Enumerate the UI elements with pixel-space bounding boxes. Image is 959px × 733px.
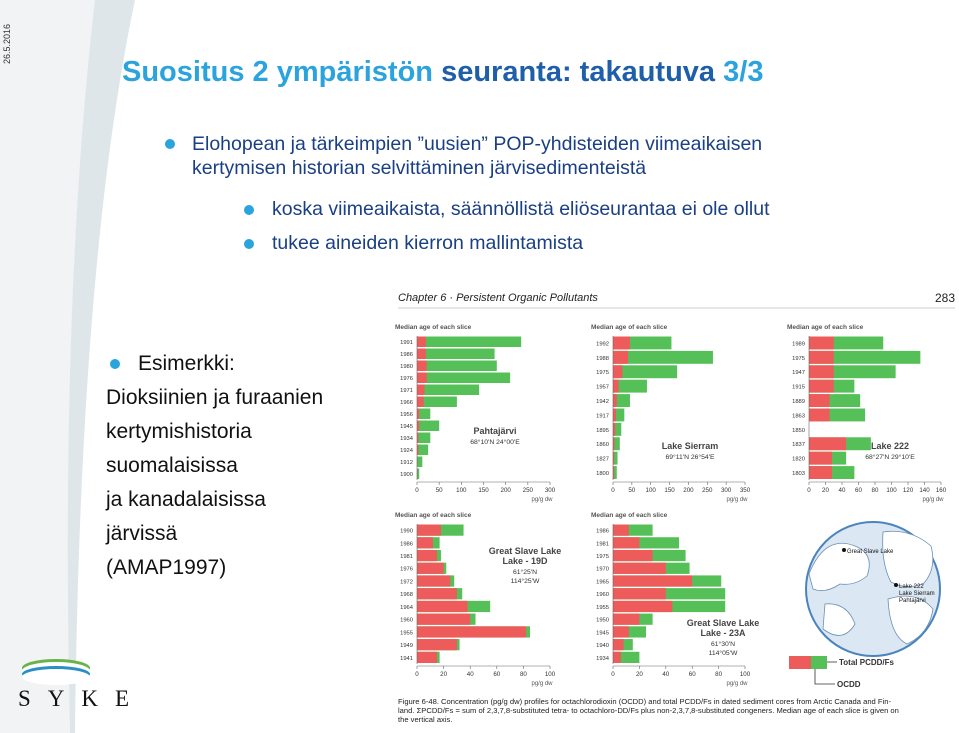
total-pcdd-bar <box>417 433 430 444</box>
age-tick-label: 1976 <box>400 376 413 383</box>
ocdd-bar <box>613 423 615 436</box>
age-axis-label: Median age of each slice <box>591 324 668 331</box>
age-tick-label: 1989 <box>792 341 805 348</box>
age-tick-label: 1924 <box>400 448 413 455</box>
ocdd-bar <box>613 563 666 574</box>
legend-ocdd-label: OCDD <box>837 680 861 689</box>
ocdd-bar <box>417 537 433 548</box>
x-tick-label: 150 <box>664 487 675 494</box>
x-tick-label: 0 <box>415 487 419 494</box>
age-tick-label: 1803 <box>792 471 805 477</box>
ocdd-bar <box>613 575 692 586</box>
age-tick-label: 1990 <box>400 528 413 535</box>
age-tick-label: 1917 <box>596 413 609 420</box>
arctic-map <box>806 522 940 656</box>
chart-coords: 114°05'W <box>708 650 738 657</box>
chart-title: Lake 222 <box>870 441 910 451</box>
total-pcdd-bar <box>417 373 510 384</box>
ocdd-bar <box>417 550 437 561</box>
age-tick-label: 1827 <box>596 456 609 463</box>
age-tick-label: 1975 <box>596 554 609 561</box>
ocdd-bar <box>809 452 832 465</box>
age-tick-label: 1837 <box>792 442 805 449</box>
age-tick-label: 1895 <box>596 427 609 434</box>
ocdd-bar <box>613 380 619 393</box>
age-axis-label: Median age of each slice <box>591 512 668 519</box>
ocdd-bar <box>809 437 846 450</box>
x-tick-label: 40 <box>662 671 670 678</box>
slide-date: 26.5.2016 <box>2 23 12 64</box>
map-label-pahtajarvi: Pahtajärvi <box>899 598 926 604</box>
x-tick-label: 350 <box>739 487 751 494</box>
page-title <box>122 56 763 89</box>
chart-title: Great Slave Lake <box>488 546 562 556</box>
chart-coords: 61°30'N <box>710 641 736 648</box>
title-part-3: 3/3 <box>723 56 764 88</box>
ocdd-bar <box>417 588 457 599</box>
ocdd-bar <box>417 563 444 574</box>
chart-coords: 68°10'N 24°00'E <box>470 439 520 446</box>
ocdd-bar <box>613 537 639 548</box>
age-tick-label: 1942 <box>596 399 609 405</box>
title-part-1: Suositus 2 ympäristön <box>122 56 434 88</box>
age-axis-label: Median age of each slice <box>395 512 472 519</box>
syke-logo <box>16 648 96 688</box>
x-axis-unit-label: pg/g dw <box>531 497 553 503</box>
age-tick-label: 1941 <box>400 655 413 662</box>
age-tick-label: 1955 <box>596 604 609 611</box>
x-tick-label: 80 <box>519 671 527 678</box>
x-tick-label: 60 <box>493 671 501 678</box>
age-tick-label: 1949 <box>400 643 413 650</box>
age-tick-label: 1912 <box>400 460 413 467</box>
figure-page-number: 283 <box>935 291 956 305</box>
ocdd-bar <box>809 351 834 364</box>
chart-title: Pahtajärvi <box>473 426 517 436</box>
figure-caption-line-2: land. ΣPCDD/Fs = sum of 2,3,7,8-substituted tetra- to octachloro-DD/Fs plus non-2,3,7,8-substituted congeners. Median age of each slice is given on <box>398 706 899 715</box>
chart-title: Great Slave Lake <box>686 618 760 628</box>
x-tick-label: 0 <box>611 487 615 494</box>
legend-total-label: Total PCDD/Fs <box>839 658 894 667</box>
x-tick-label: 50 <box>435 487 443 494</box>
age-tick-label: 1934 <box>596 655 609 662</box>
age-tick-label: 1980 <box>400 364 413 371</box>
sub-bullet-dot-icon <box>244 205 254 215</box>
x-tick-label: 150 <box>478 487 489 494</box>
age-tick-label: 1960 <box>400 617 413 624</box>
x-tick-label: 60 <box>688 671 696 678</box>
age-tick-label: 1965 <box>596 579 609 586</box>
total-pcdd-bar <box>417 457 422 468</box>
age-tick-label: 1968 <box>400 592 413 599</box>
x-tick-label: 40 <box>466 671 474 678</box>
example-line-1: Dioksiinien ja furaanien <box>106 386 324 409</box>
ocdd-bar <box>417 373 427 384</box>
map-label-lake222: Lake 222 <box>899 584 924 590</box>
sub-bullet-dot-icon <box>244 239 254 249</box>
figure-caption-line-1: Figure 6-48. Concentration (pg/g dw) profiles for octachlorodioxin (OCDD) and total PCDD/Fs in dated sediment cores from Arctic Canada and Fin- <box>398 697 891 706</box>
ocdd-bar <box>613 365 622 378</box>
age-tick-label: 1960 <box>596 592 609 599</box>
age-tick-label: 1863 <box>792 413 805 420</box>
x-tick-label: 100 <box>544 671 556 678</box>
ocdd-bar <box>417 652 437 663</box>
title-part-2: seuranta: takautuva <box>441 56 716 88</box>
age-tick-label: 1955 <box>400 630 413 637</box>
age-tick-label: 1915 <box>792 384 805 391</box>
age-tick-label: 1988 <box>596 355 609 362</box>
x-tick-label: 250 <box>702 487 713 494</box>
chart-coords: 61°25'N <box>512 569 538 576</box>
ocdd-bar <box>809 466 832 479</box>
x-tick-label: 160 <box>935 487 947 494</box>
ocdd-bar <box>613 626 629 637</box>
ocdd-bar <box>417 361 427 372</box>
x-axis-unit-label: pg/g dw <box>922 497 944 503</box>
chart-title-suffix: Lake - 23A <box>700 628 746 638</box>
ocdd-bar <box>417 349 426 360</box>
x-tick-label: 120 <box>902 487 914 494</box>
x-tick-label: 100 <box>739 671 751 678</box>
map-label-sierram: Lake Sierram <box>899 591 935 597</box>
age-tick-label: 1860 <box>596 442 609 449</box>
ocdd-bar <box>613 351 628 364</box>
age-tick-label: 1947 <box>792 370 805 377</box>
age-tick-label: 1957 <box>596 384 609 391</box>
chart-title: Lake Sierram <box>661 441 719 451</box>
map-site-dot <box>842 548 846 552</box>
age-tick-label: 1981 <box>400 554 413 561</box>
main-bullet-line-1: Elohopean ja tärkeimpien ”uusien” POP-yhdisteiden viimeaikaisen <box>192 133 763 155</box>
ocdd-bar <box>613 550 653 561</box>
total-pcdd-bar <box>613 365 677 378</box>
ocdd-bar <box>417 614 470 625</box>
age-tick-label: 1820 <box>792 456 805 463</box>
ocdd-bar <box>417 385 425 396</box>
chart-coords: 114°25'W <box>510 578 540 585</box>
example-label: Esimerkki: <box>138 352 235 375</box>
ocdd-bar <box>417 337 426 348</box>
age-tick-label: 1986 <box>400 352 413 359</box>
ocdd-bar <box>613 652 621 663</box>
total-pcdd-bar <box>417 385 479 396</box>
legend-total-swatch <box>811 656 827 669</box>
ocdd-bar <box>613 337 630 350</box>
chart-coords: 69°11'N 26°54'E <box>665 454 715 461</box>
ocdd-bar <box>417 639 457 650</box>
legend-ocdd-swatch <box>789 656 811 669</box>
x-tick-label: 300 <box>720 487 732 494</box>
ocdd-bar <box>417 626 526 637</box>
x-tick-label: 100 <box>456 487 467 494</box>
x-axis-unit-label: pg/g dw <box>531 681 553 687</box>
x-tick-label: 80 <box>715 671 723 678</box>
x-tick-label: 60 <box>855 487 862 494</box>
ocdd-bar <box>613 525 629 536</box>
x-tick-label: 80 <box>871 487 879 494</box>
dioxin-figure <box>385 284 959 733</box>
age-tick-label: 1945 <box>400 424 413 431</box>
main-bullet <box>192 132 762 180</box>
age-tick-label: 1964 <box>400 604 413 611</box>
age-tick-label: 1975 <box>792 355 805 362</box>
figure-header: Chapter 6 · Persistent Organic Pollutants <box>398 292 598 304</box>
ocdd-bar <box>417 397 424 408</box>
ocdd-bar <box>417 575 450 586</box>
ocdd-bar <box>809 394 830 407</box>
age-tick-label: 1950 <box>596 617 609 624</box>
total-pcdd-bar <box>417 337 521 348</box>
x-tick-label: 0 <box>611 671 615 678</box>
x-tick-label: 20 <box>440 671 448 678</box>
chart-coords: 68°27'N 29°10'E <box>865 454 915 461</box>
age-tick-label: 1986 <box>596 528 609 535</box>
age-tick-label: 1981 <box>596 541 609 548</box>
x-tick-label: 200 <box>500 487 511 494</box>
ocdd-bar <box>809 365 834 378</box>
ocdd-bar <box>613 601 672 612</box>
total-pcdd-bar <box>417 361 497 372</box>
age-tick-label: 1956 <box>400 412 413 419</box>
age-tick-label: 1900 <box>400 472 413 479</box>
ocdd-bar <box>613 639 624 650</box>
x-axis-unit-label: pg/g dw <box>726 497 748 503</box>
age-tick-label: 1889 <box>792 399 805 405</box>
age-tick-label: 1970 <box>596 566 609 573</box>
ocdd-bar <box>809 337 834 350</box>
ocdd-bar <box>613 588 666 599</box>
ocdd-bar <box>613 394 617 407</box>
chart-title-suffix: Lake - 19D <box>502 556 548 566</box>
x-tick-label: 100 <box>645 487 656 494</box>
ocdd-bar <box>809 409 830 422</box>
age-tick-label: 1940 <box>596 643 609 650</box>
x-axis-unit-label: pg/g dw <box>726 681 748 687</box>
age-tick-label: 1966 <box>400 400 413 407</box>
ocdd-bar <box>417 409 419 420</box>
example-line-2: kertymishistoria <box>106 420 252 443</box>
x-tick-label: 20 <box>822 487 829 494</box>
figure-caption-line-3: the vertical axis. <box>398 715 453 724</box>
age-tick-label: 1934 <box>400 436 413 443</box>
x-tick-label: 50 <box>628 487 636 494</box>
x-tick-label: 250 <box>522 487 533 494</box>
age-tick-label: 1800 <box>596 471 609 477</box>
x-tick-label: 200 <box>683 487 694 494</box>
ocdd-bar <box>417 601 468 612</box>
map-label-great-slave: Great Slave Lake <box>847 549 894 555</box>
syke-logo-text: SYKE <box>18 686 147 711</box>
total-pcdd-bar <box>417 445 428 456</box>
example-line-4: ja kanadalaisissa <box>106 488 266 511</box>
map-site-dot <box>894 583 898 587</box>
x-tick-label: 40 <box>838 487 846 494</box>
x-tick-label: 0 <box>415 671 419 678</box>
x-tick-label: 20 <box>635 671 643 678</box>
age-tick-label: 1972 <box>400 579 413 586</box>
age-tick-label: 1992 <box>596 341 609 348</box>
main-bullet-line-2: kertymisen historian selvittäminen järvisedimenteistä <box>192 157 647 179</box>
total-pcdd-bar <box>417 421 439 432</box>
age-tick-label: 1986 <box>400 541 413 548</box>
sub-bullet-2: tukee aineiden kierron mallintamista <box>272 232 584 254</box>
example-line-6: (AMAP1997) <box>106 556 227 579</box>
ocdd-bar <box>613 409 616 422</box>
total-pcdd-bar <box>417 349 495 360</box>
logo-wave-cut <box>22 669 90 685</box>
ocdd-bar <box>417 525 441 536</box>
age-tick-label: 1945 <box>596 630 609 637</box>
age-axis-label: Median age of each slice <box>395 324 472 331</box>
ocdd-bar <box>613 614 639 625</box>
age-tick-label: 1991 <box>400 340 413 347</box>
age-tick-label: 1971 <box>400 388 413 395</box>
age-tick-label: 1976 <box>400 566 413 573</box>
sub-bullet-1: koska viimeaikaista, säännöllistä eliöseurantaa ei ole ollut <box>272 198 770 220</box>
bullet-dot-icon <box>165 139 175 149</box>
example-line-3: suomalaisissa <box>106 454 238 477</box>
x-tick-label: 140 <box>919 487 930 494</box>
ocdd-bar <box>417 421 419 432</box>
age-axis-label: Median age of each slice <box>787 324 864 331</box>
x-tick-label: 100 <box>886 487 897 494</box>
ocdd-bar <box>809 380 834 393</box>
example-bullet-dot-icon <box>110 359 120 369</box>
x-tick-label: 0 <box>807 487 811 494</box>
age-tick-label: 1850 <box>792 427 805 434</box>
example-line-5: järvissä <box>106 522 178 545</box>
x-tick-label: 300 <box>544 487 556 494</box>
age-tick-label: 1975 <box>596 370 609 377</box>
